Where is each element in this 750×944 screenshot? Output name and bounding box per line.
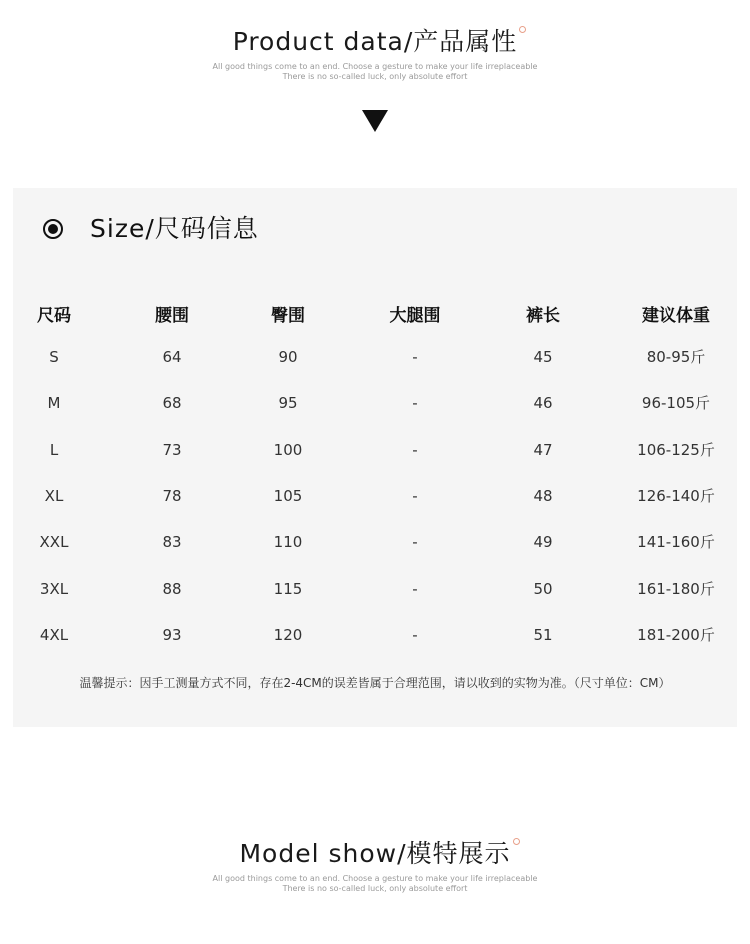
size-section-title: Size/尺码信息 [90,214,259,243]
cell-size: 4XL [39,626,69,644]
cell-length: 45 [533,348,553,366]
cell-size: XL [44,487,64,505]
product-data-title: Product data/产品属性 [232,27,518,56]
cell-size: L [49,441,59,459]
cell-length: 48 [533,487,553,505]
size-info-panel [13,188,737,727]
cell-length: 47 [533,441,553,459]
cell-length: 51 [533,626,553,644]
heading-subtitle-2: There is no so-called luck, only absolute effort [282,884,468,893]
cell-thigh: - [412,487,418,505]
cell-weight: 126-140斤 [637,487,715,505]
model-show-heading [0,838,750,894]
down-triangle-icon [362,110,388,132]
cell-waist: 88 [162,580,182,598]
heading-title-wrap [239,838,510,870]
cell-thigh: - [412,441,418,459]
cell-weight: 181-200斤 [637,626,715,644]
cell-weight: 96-105斤 [641,394,711,412]
cell-hip: 110 [273,533,303,551]
cell-weight: 106-125斤 [637,441,715,459]
cell-weight: 80-95斤 [646,348,706,366]
cell-size: 3XL [39,580,69,598]
heading-subtitle-1: All good things come to an end. Choose a gesture to make your life irreplaceable [212,62,538,71]
column-header-length: 裤长 [526,306,560,326]
cell-waist: 93 [162,626,182,644]
column-header-thigh: 大腿围 [389,306,441,326]
circle-dot-icon [513,838,520,845]
heading-title-wrap [233,26,518,58]
cell-size: M [47,394,61,412]
cell-waist: 73 [162,441,182,459]
column-header-waist: 腰围 [155,306,189,326]
column-header-size: 尺码 [37,306,71,326]
heading-subtitle-1: All good things come to an end. Choose a gesture to make your life irreplaceable [212,874,538,883]
cell-thigh: - [412,533,418,551]
measurement-note: 温馨提示：因手工测量方式不同，存在2-4CM的误差皆属于合理范围，请以收到的实物为准。（尺寸单位：CM） [79,676,671,690]
cell-length: 46 [533,394,553,412]
model-show-title: Model show/模特展示 [239,839,511,868]
cell-waist: 78 [162,487,182,505]
cell-hip: 115 [273,580,303,598]
heading-subtitle-2: There is no so-called luck, only absolute effort [282,72,468,81]
cell-length: 49 [533,533,553,551]
cell-hip: 95 [278,394,298,412]
cell-waist: 83 [162,533,182,551]
column-header-hip: 臀围 [271,306,305,326]
circle-dot-icon [519,26,526,33]
cell-thigh: - [412,626,418,644]
cell-weight: 141-160斤 [637,533,715,551]
cell-thigh: - [412,348,418,366]
cell-waist: 64 [162,348,182,366]
radio-selected-icon [43,219,63,239]
cell-size: XXL [39,533,69,551]
cell-hip: 100 [273,441,303,459]
cell-size: S [49,348,59,366]
product-data-heading [0,26,750,82]
cell-weight: 161-180斤 [637,580,715,598]
cell-thigh: - [412,394,418,412]
cell-hip: 120 [273,626,303,644]
cell-thigh: - [412,580,418,598]
cell-hip: 90 [278,348,298,366]
cell-length: 50 [533,580,553,598]
column-header-weight: 建议体重 [642,306,710,326]
cell-hip: 105 [273,487,303,505]
cell-waist: 68 [162,394,182,412]
